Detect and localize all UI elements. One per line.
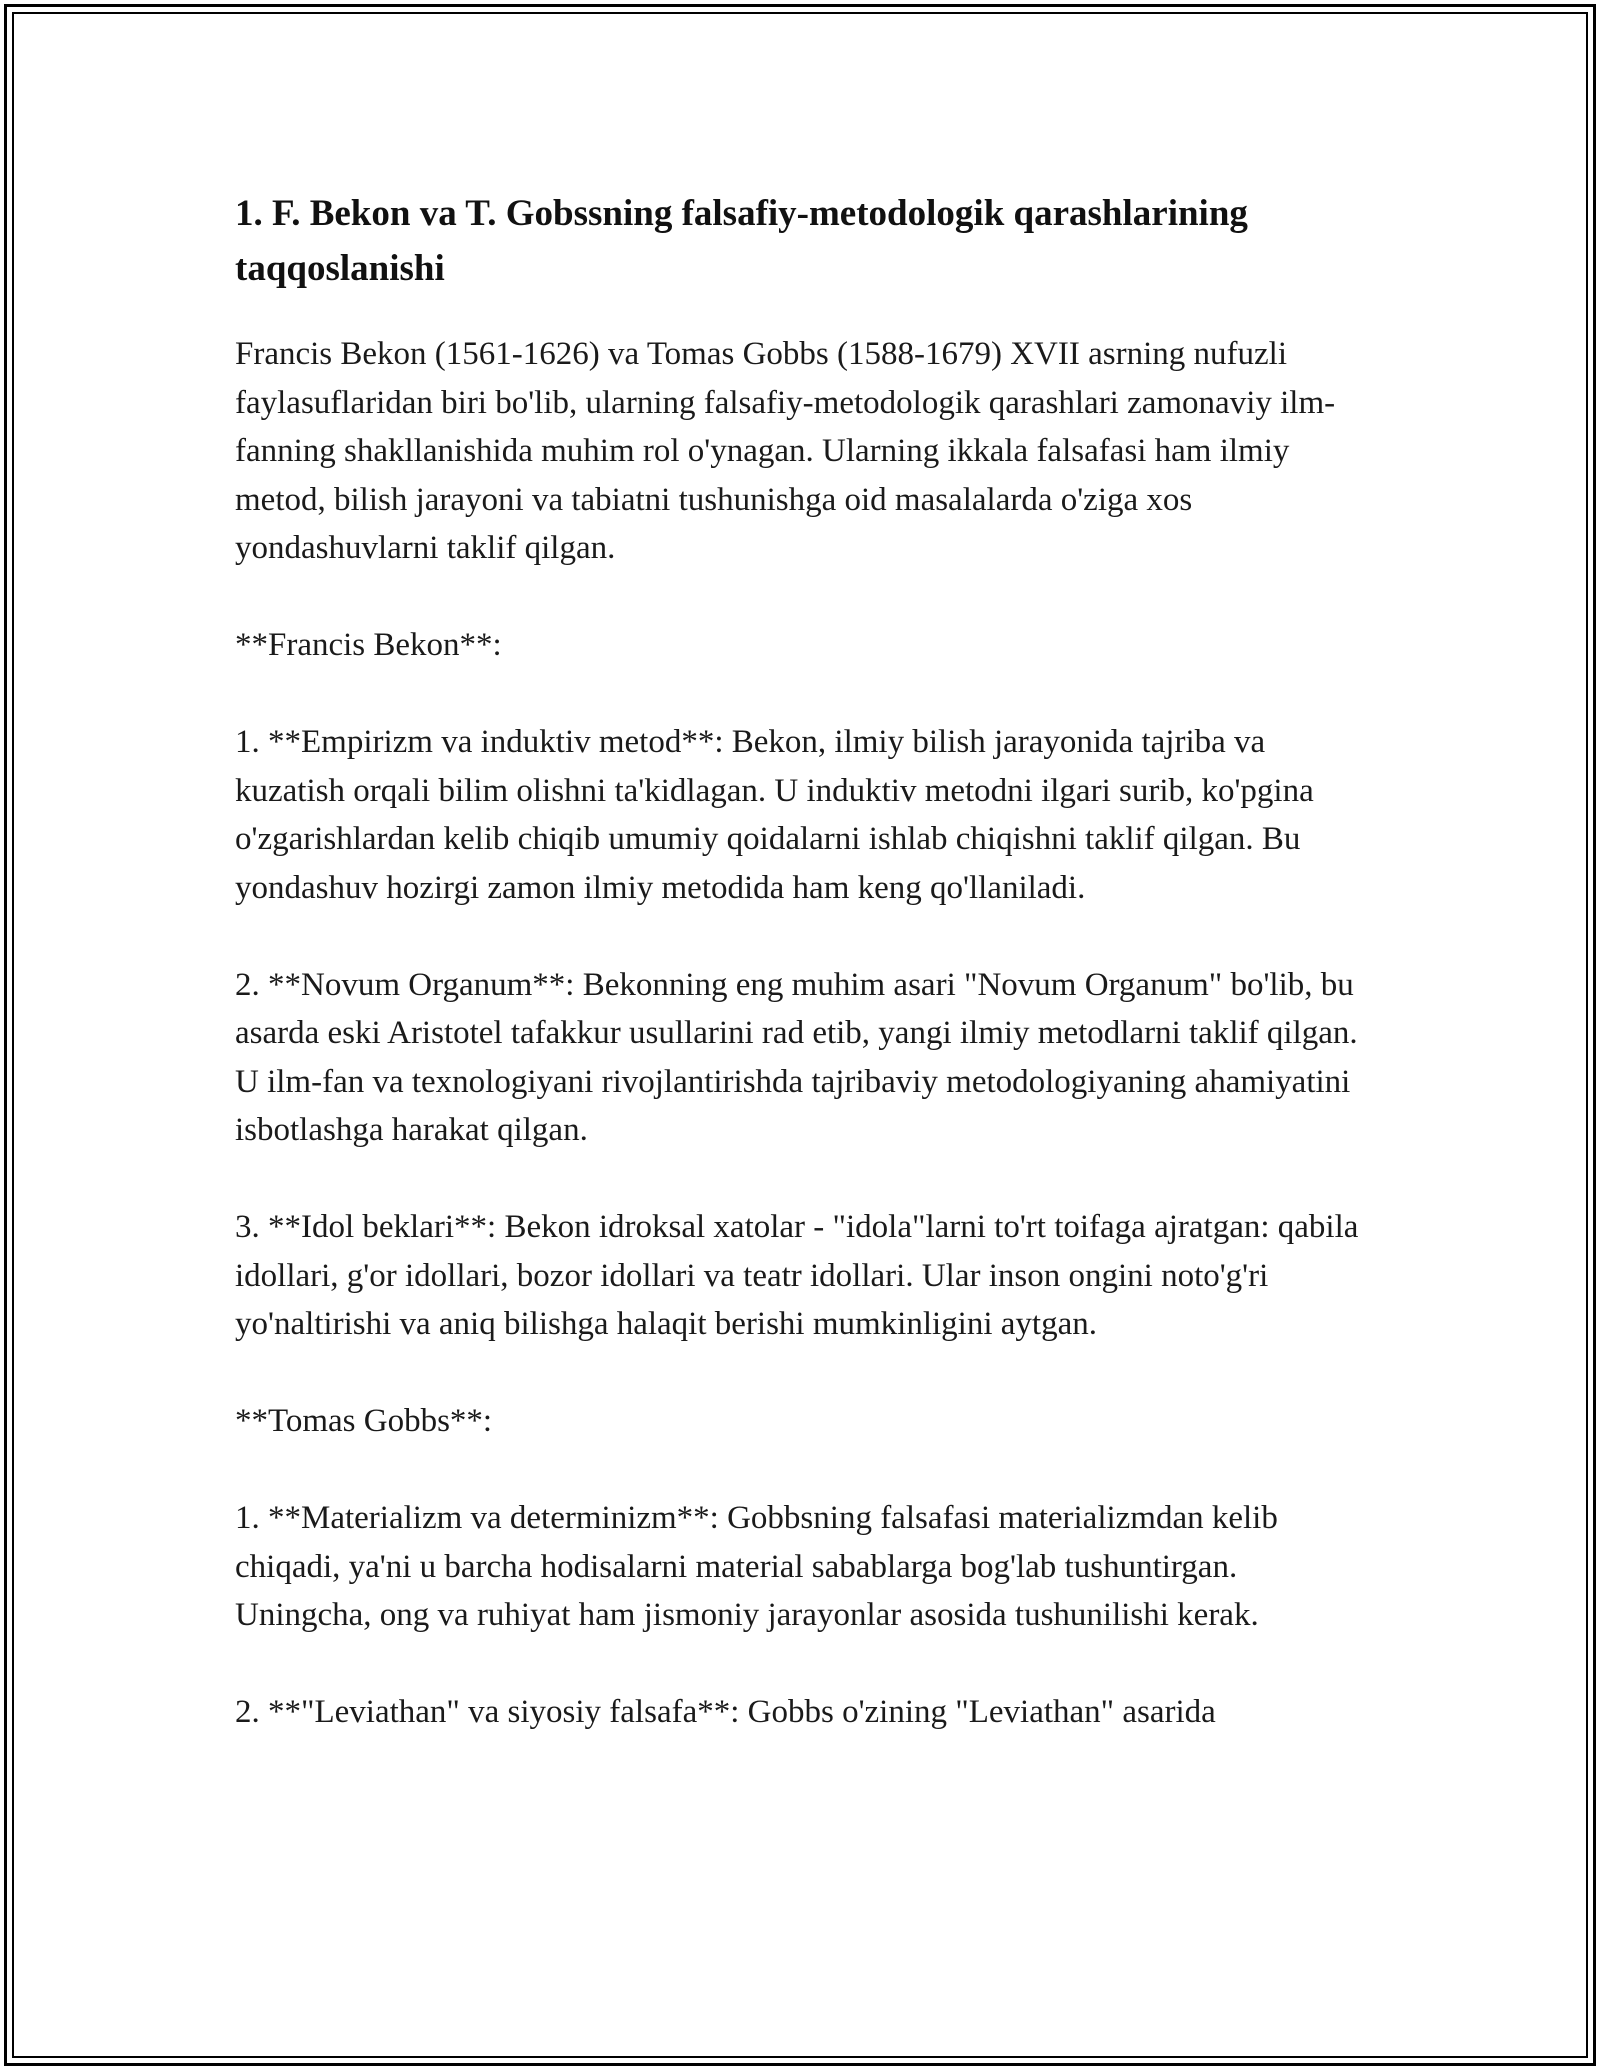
document-body	[235, 186, 1365, 1785]
intro-paragraph: Francis Bekon (1561-1626) va Tomas Gobbs (1588-1679) XVII asrning nufuzli faylasuflaridan biri bo'lib, ularning falsafiy-metodologik qarashlari zamonaviy ilm-fanning shakllanishida muhim rol o'ynagan. Ularning ikkala falsafasi ham ilmiy metod, bilish jarayoni va tabiatni tushunishga oid masalalarda o'ziga xos yondashuvlarni taklif qilgan.	[235, 336, 1336, 566]
list-item-gobbs-1: 1. **Materializm va determinizm**: Gobbsning falsafasi materializmdan kelib chiqadi, ya'ni u barcha hodisalarni material sabablarga bog'lab tushuntirgan. Uningcha, ong va ruhiyat ham jismoniy jarayonlar asosida tushunilishi kerak.	[235, 1500, 1278, 1633]
list-item-bekon-2: 2. **Novum Organum**: Bekonning eng muhim asari "Novum Organum" bo'lib, bu asarda eski Aristotel tafakkur usullarini rad etib, yangi ilmiy metodlarni taklif qilgan. U ilm-fan va texnologiyani rivojlantirishda tajribaviy metodologiyaning ahamiyatini isbotlashga harakat qilgan.	[235, 966, 1358, 1148]
list-item-bekon-3: 3. **Idol beklari**: Bekon idroksal xatolar - "idola"larni to'rt toifaga ajratgan: qabila idollari, g'or idollari, bozor idollari va teatr idollari. Ular inson ongini noto'g'ri yo'naltirishi va aniq bilishga halaqit berishi mumkinligini aytgan.	[235, 1209, 1359, 1342]
section-heading-gobbs: **Tomas Gobbs**:	[235, 1403, 493, 1439]
document-title: 1. F. Bekon va T. Gobssning falsafiy-metodologik qarashlarining taqqoslanishi	[235, 193, 1248, 289]
section-heading-bekon: **Francis Bekon**:	[235, 627, 502, 663]
list-item-bekon-1: 1. **Empirizm va induktiv metod**: Bekon, ilmiy bilish jarayonida tajriba va kuzatish orqali bilim olishni ta'kidlagan. U induktiv metodni ilgari surib, ko'pgina o'zgarishlardan kelib chiqib umumiy qoidalarni ishlab chiqishni taklif qilgan. Bu yondashuv hozirgi zamon ilmiy metodida ham keng qo'llaniladi.	[235, 724, 1314, 906]
list-item-gobbs-2: 2. **"Leviathan" va siyosiy falsafa**: Gobbs o'zining "Leviathan" asarida	[235, 1694, 1216, 1730]
